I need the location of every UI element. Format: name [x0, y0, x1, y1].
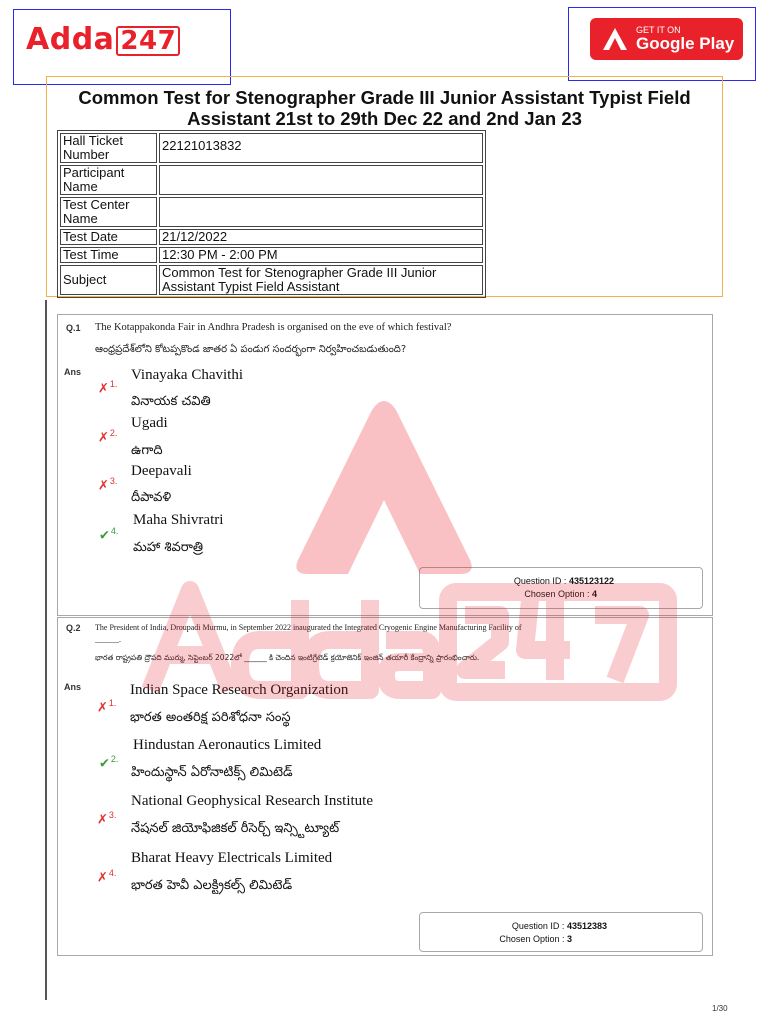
question-panel-2: [57, 617, 713, 956]
question-meta-box: [419, 912, 703, 952]
store-small-text: GET IT ON: [636, 25, 681, 35]
chosen-option-row: [499, 934, 572, 944]
page-number: 1/30: [712, 1004, 728, 1013]
option-text-te: నేషనల్ జియోఫిజికల్ రీసెర్చ్ ఇన్స్టిట్యూట్: [131, 821, 340, 836]
option-number: 1.: [109, 379, 118, 389]
info-label: Subject: [60, 265, 157, 295]
option-text-te: మహా శివరాత్రి: [133, 540, 204, 555]
question-id-value: 43512383: [566, 921, 607, 931]
page-left-rule: [45, 300, 47, 1000]
info-row-hall-ticket: [60, 133, 483, 163]
option-text-te: ఉగాది: [131, 443, 163, 458]
correct-option-icon: ✔$^{2.}$: [99, 754, 119, 771]
option-text-te: దీపావళి: [131, 490, 172, 505]
question-number: Q.1: [66, 323, 81, 333]
option-number: 2.: [109, 428, 118, 438]
wrong-option-icon: ✗$^{1.}$: [97, 698, 117, 715]
question-id-value: 435123122: [568, 576, 614, 586]
adda-play-icon: [602, 27, 628, 51]
option-number: 3.: [109, 476, 118, 486]
wrong-option-icon: ✗$^{4.}$: [97, 868, 117, 885]
option-text-te: భారత హెవీ ఎలక్ట్రికల్స్ లిమిటెడ్: [131, 878, 293, 893]
wrong-option-icon: ✗$^{3.}$: [97, 810, 117, 827]
option-text-en: National Geophysical Research Institute: [131, 793, 374, 809]
chosen-option-value: 4: [591, 589, 597, 599]
option-number: 1.: [108, 698, 117, 708]
question-id-row: [514, 576, 614, 586]
adda247-logo[interactable]: [26, 22, 180, 57]
option-text-en: Bharat Heavy Electricals Limited: [131, 850, 333, 866]
info-row-time: [60, 247, 483, 263]
question-id-label: Question ID :: [511, 921, 565, 931]
option-text-te: భారత అంతరిక్ష పరిశోధనా సంస్థ: [130, 710, 291, 725]
chosen-option-row: [524, 589, 597, 599]
answer-label: Ans: [64, 367, 82, 377]
logo-brand-number: 247: [116, 26, 180, 56]
store-big-text: Google Play: [636, 34, 735, 53]
info-label: Test Time: [60, 247, 157, 263]
info-row-participant: [60, 165, 483, 195]
wrong-option-icon: ✗$^{2.}$: [98, 428, 118, 445]
info-row-center: [60, 197, 483, 227]
info-value: Common Test for Stenographer Grade III Junior Assistant Typist Field Assistant: [159, 265, 483, 295]
candidate-info-table: [57, 130, 486, 298]
option-text-en: Hindustan Aeronautics Limited: [133, 737, 322, 753]
exam-title: Common Test for Stenographer Grade III Junior Assistant Typist Field Assistant 21st to 29th Dec 22 and 2nd Jan 23: [78, 87, 691, 129]
chosen-option-value: 3: [566, 934, 572, 944]
info-label: Test Center Name: [60, 197, 157, 227]
info-label: Hall Ticket Number: [60, 133, 157, 163]
option-text-en: Vinayaka Chavithi: [131, 367, 243, 383]
info-value: 22121013832: [159, 133, 483, 163]
question-text-te: ఆంధ్రప్రదేశ్‌లోని కోటప్పకొండ జాతర ఏ పండుగ సందర్భంగా నిర్వహించబడుతుంది?: [95, 344, 407, 355]
google-play-button[interactable]: [590, 18, 743, 60]
option-text-en: Deepavali: [131, 463, 192, 479]
info-row-subject: [60, 265, 483, 295]
question-text-en: The Kotappakonda Fair in Andhra Pradesh is organised on the eve of which festival?: [95, 322, 452, 333]
option-number: 4.: [108, 868, 117, 878]
wrong-option-icon: ✗$^{3.}$: [98, 476, 118, 493]
logo-brand-text: Adda: [26, 22, 115, 57]
option-text-en: Indian Space Research Organization: [130, 682, 349, 698]
info-row-date: [60, 229, 483, 245]
chosen-option-label: Chosen Option :: [499, 934, 565, 944]
option-number: 4.: [110, 526, 119, 536]
question-meta-box: [419, 567, 703, 609]
chosen-option-label: Chosen Option :: [524, 589, 590, 599]
option-text-en: Maha Shivratri: [133, 512, 224, 528]
info-value: [159, 165, 483, 195]
info-value: 21/12/2022: [159, 229, 483, 245]
option-text-en: Ugadi: [131, 415, 168, 431]
option-number: 2.: [110, 754, 119, 764]
correct-option-icon: ✔$^{4.}$: [99, 526, 119, 543]
option-number: 3.: [108, 810, 117, 820]
info-value: 12:30 PM - 2:00 PM: [159, 247, 483, 263]
question-text-en: The President of India, Droupadi Murmu, in September 2022 inaugurated the Integrated Cryogenic Engine Manufacturing Facility of ______.: [95, 623, 522, 644]
question-number: Q.2: [66, 623, 81, 633]
info-label: Participant Name: [60, 165, 157, 195]
option-text-te: హిందుస్థాన్ ఏరోనాటిక్స్ లిమిటెడ్: [131, 765, 293, 780]
question-id-row: [512, 921, 607, 931]
info-value: [159, 197, 483, 227]
answer-label: Ans: [64, 682, 82, 692]
question-text-te: భారత రాష్ట్రపతి ద్రౌపది ముర్ము, సెప్టెంబర్ 2022లో ______ కి చెందిన ఇంటిగ్రేటెడ్ క్రయోజెనిక్ ఇంజిన్ తయారీ కేంద్రాన్ని ప్రారంభించారు.: [95, 653, 480, 662]
question-id-label: Question ID :: [513, 576, 567, 586]
info-label: Test Date: [60, 229, 157, 245]
wrong-option-icon: ✗$^{1.}$: [98, 379, 118, 396]
option-text-te: వినాయక చవితి: [131, 394, 211, 409]
